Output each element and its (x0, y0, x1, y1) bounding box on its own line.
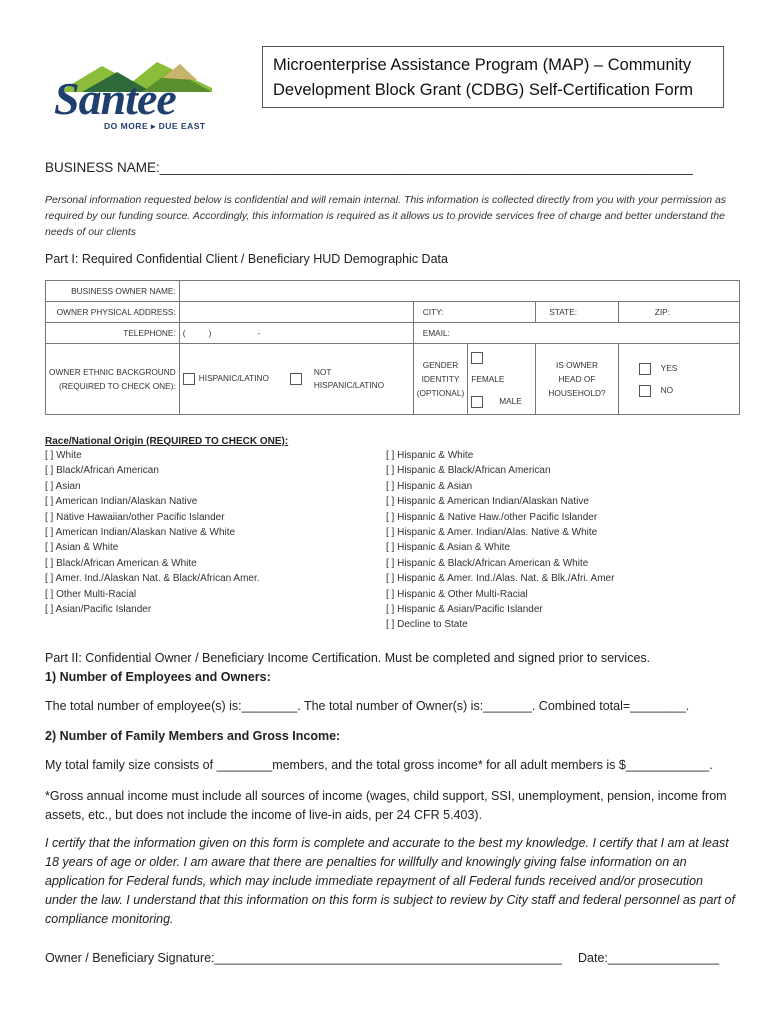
race-option[interactable]: [ ] Asian & White (45, 542, 119, 554)
head-label-3: HOUSEHOLD? (548, 388, 606, 398)
title-line-2: Development Block Grant (CDBG) Self-Certification Form (273, 81, 693, 99)
ethnic-label-line1: OWNER ETHNIC BACKGROUND (49, 367, 176, 377)
race-option[interactable]: [ ] Hispanic & Amer. Ind./Alas. Nat. & Blk./Afri. Amer (386, 573, 615, 585)
state-label: STATE: (549, 307, 578, 317)
address-field[interactable] (179, 302, 413, 323)
not-hispanic-label-2: HISPANIC/LATINO (313, 380, 385, 390)
race-option[interactable]: [ ] Hispanic & Native Haw./other Pacific Islander (386, 511, 598, 523)
form-title (262, 46, 724, 108)
race-option[interactable]: [ ] Black/African American & White (45, 557, 197, 569)
head-label-2: HEAD OF (558, 374, 596, 384)
telephone-label: TELEPHONE: (46, 323, 180, 344)
female-checkbox[interactable] (471, 352, 483, 364)
race-option[interactable]: [ ] American Indian/Alaskan Native (45, 496, 198, 508)
race-option[interactable]: [ ] Hispanic & Other Multi-Racial (386, 588, 528, 600)
gender-label-3: (OPTIONAL) (416, 388, 465, 398)
race-option[interactable]: [ ] Hispanic & Black/African American & White (386, 557, 589, 569)
q1-heading: 1) Number of Employees and Owners: (45, 670, 271, 684)
q2-heading: 2) Number of Family Members and Gross Income: (45, 729, 341, 743)
gender-label-2: IDENTITY (421, 374, 460, 384)
female-label: FEMALE (471, 374, 505, 384)
male-label: MALE (499, 396, 522, 406)
intro-text: Personal information requested below is confidential and will remain internal. This information is collected directly from you with your permission as required by our funding source. Accordingly, this information is required as it allows us to provide services free of charge and better understand the needs of our clients (45, 194, 727, 238)
signature-field[interactable]: Owner / Beneficiary Signature:__________________________________________________ (45, 951, 563, 965)
q2-fields[interactable]: My total family size consists of ________members, and the total gross income* for all adult members is $____________. (45, 758, 713, 772)
race-option[interactable]: [ ] Native Hawaiian/other Pacific Islander (45, 511, 225, 523)
city-field[interactable] (413, 302, 536, 323)
race-option[interactable]: [ ] Hispanic & Asian & White (386, 542, 510, 554)
race-option[interactable]: [ ] Asian/Pacific Islander (45, 604, 152, 616)
race-option[interactable]: [ ] Asian (45, 480, 81, 492)
race-option[interactable]: [ ] Amer. Ind./Alaskan Nat. & Black/African Amer. (45, 573, 260, 585)
male-checkbox[interactable] (471, 396, 483, 408)
city-label: CITY: (422, 307, 444, 317)
race-option[interactable]: [ ] Hispanic & Black/African American (386, 465, 551, 477)
logo-tagline: DO MORE ▸ DUE EAST (104, 121, 206, 131)
income-note: *Gross annual income must include all sources of income (wages, child support, SSI, unemployment, pension, income from assets, etc., but does not include the income of live-in aids, per 24 CFR 5.403). (45, 789, 727, 822)
gender-label-1: GENDER (422, 360, 459, 370)
race-list-left (45, 448, 260, 617)
no-label: NO (660, 385, 674, 395)
ethnic-label-line2: (REQUIRED TO CHECK ONE): (58, 381, 176, 391)
q1-fields[interactable]: The total number of employee(s) is:________. The total number of Owner(s) is:_______. Combined total=________. (45, 699, 690, 713)
ethnic-label (46, 344, 180, 415)
santee-logo (52, 58, 212, 136)
hispanic-checkbox[interactable] (183, 373, 195, 385)
email-field[interactable] (413, 323, 739, 344)
yes-label: YES (660, 363, 678, 373)
part2-heading: Part II: Confidential Owner / Beneficiary Income Certification. Must be completed and signed prior to services. (45, 651, 651, 665)
race-option[interactable]: [ ] Hispanic & Asian (386, 480, 473, 492)
not-hispanic-checkbox[interactable] (290, 373, 302, 385)
business-name-field[interactable]: BUSINESS NAME:_______________________________________________________________________ (45, 160, 693, 175)
zip-field[interactable] (618, 302, 739, 323)
part1-heading: Part I: Required Confidential Client / Beneficiary HUD Demographic Data (45, 252, 448, 266)
title-line-1: Microenterprise Assistance Program (MAP) – Community (273, 56, 692, 74)
gender-label (413, 344, 467, 415)
address-label: OWNER PHYSICAL ADDRESS: (46, 302, 180, 323)
logo-wordmark: Santee (54, 73, 176, 124)
state-field[interactable] (536, 302, 618, 323)
date-field[interactable]: Date:________________ (578, 951, 720, 965)
race-option[interactable]: [ ] White (45, 450, 82, 461)
race-option[interactable]: [ ] Black/African American (45, 465, 159, 477)
race-option[interactable]: [ ] Hispanic & Asian/Pacific Islander (386, 604, 543, 616)
email-label: EMAIL: (422, 328, 450, 338)
telephone-field[interactable]: ( ) - (179, 323, 413, 344)
zip-label: ZIP: (654, 307, 670, 317)
hispanic-label: HISPANIC/LATINO (198, 373, 269, 384)
race-option[interactable]: [ ] American Indian/Alaskan Native & White (45, 527, 236, 539)
owner-name-field[interactable] (179, 281, 739, 302)
race-option[interactable]: [ ] Hispanic & Amer. Indian/Alas. Native & White (386, 527, 598, 539)
not-hispanic-label-1: NOT (313, 367, 332, 377)
yes-checkbox[interactable] (639, 363, 651, 375)
race-option[interactable]: [ ] Other Multi-Racial (45, 588, 137, 600)
demographic-table (45, 280, 740, 415)
no-checkbox[interactable] (639, 385, 651, 397)
race-heading: Race/National Origin (REQUIRED TO CHECK ONE): (45, 436, 289, 447)
race-option[interactable]: [ ] Decline to State (386, 619, 468, 631)
head-household-label (536, 344, 618, 415)
race-option[interactable]: [ ] Hispanic & American Indian/Alaskan Native (386, 496, 589, 508)
race-option[interactable]: [ ] Hispanic & White (386, 450, 474, 461)
head-label-1: IS OWNER (555, 360, 598, 370)
certification-text: I certify that the information given on this form is complete and accurate to the best my knowledge. I certify that I am at least 18 years of age or older. I am aware that there are penalties for willfully and knowingly giving false information on an application for Federal funds, which may include immediate repayment of all Federal funds received and/or prosecution under the law. I understand that this information on this form is subject to review by City staff and federal personnel as part of compliance monitoring. (45, 836, 735, 926)
owner-name-label: BUSINESS OWNER NAME: (46, 281, 180, 302)
race-list-right (386, 448, 614, 633)
